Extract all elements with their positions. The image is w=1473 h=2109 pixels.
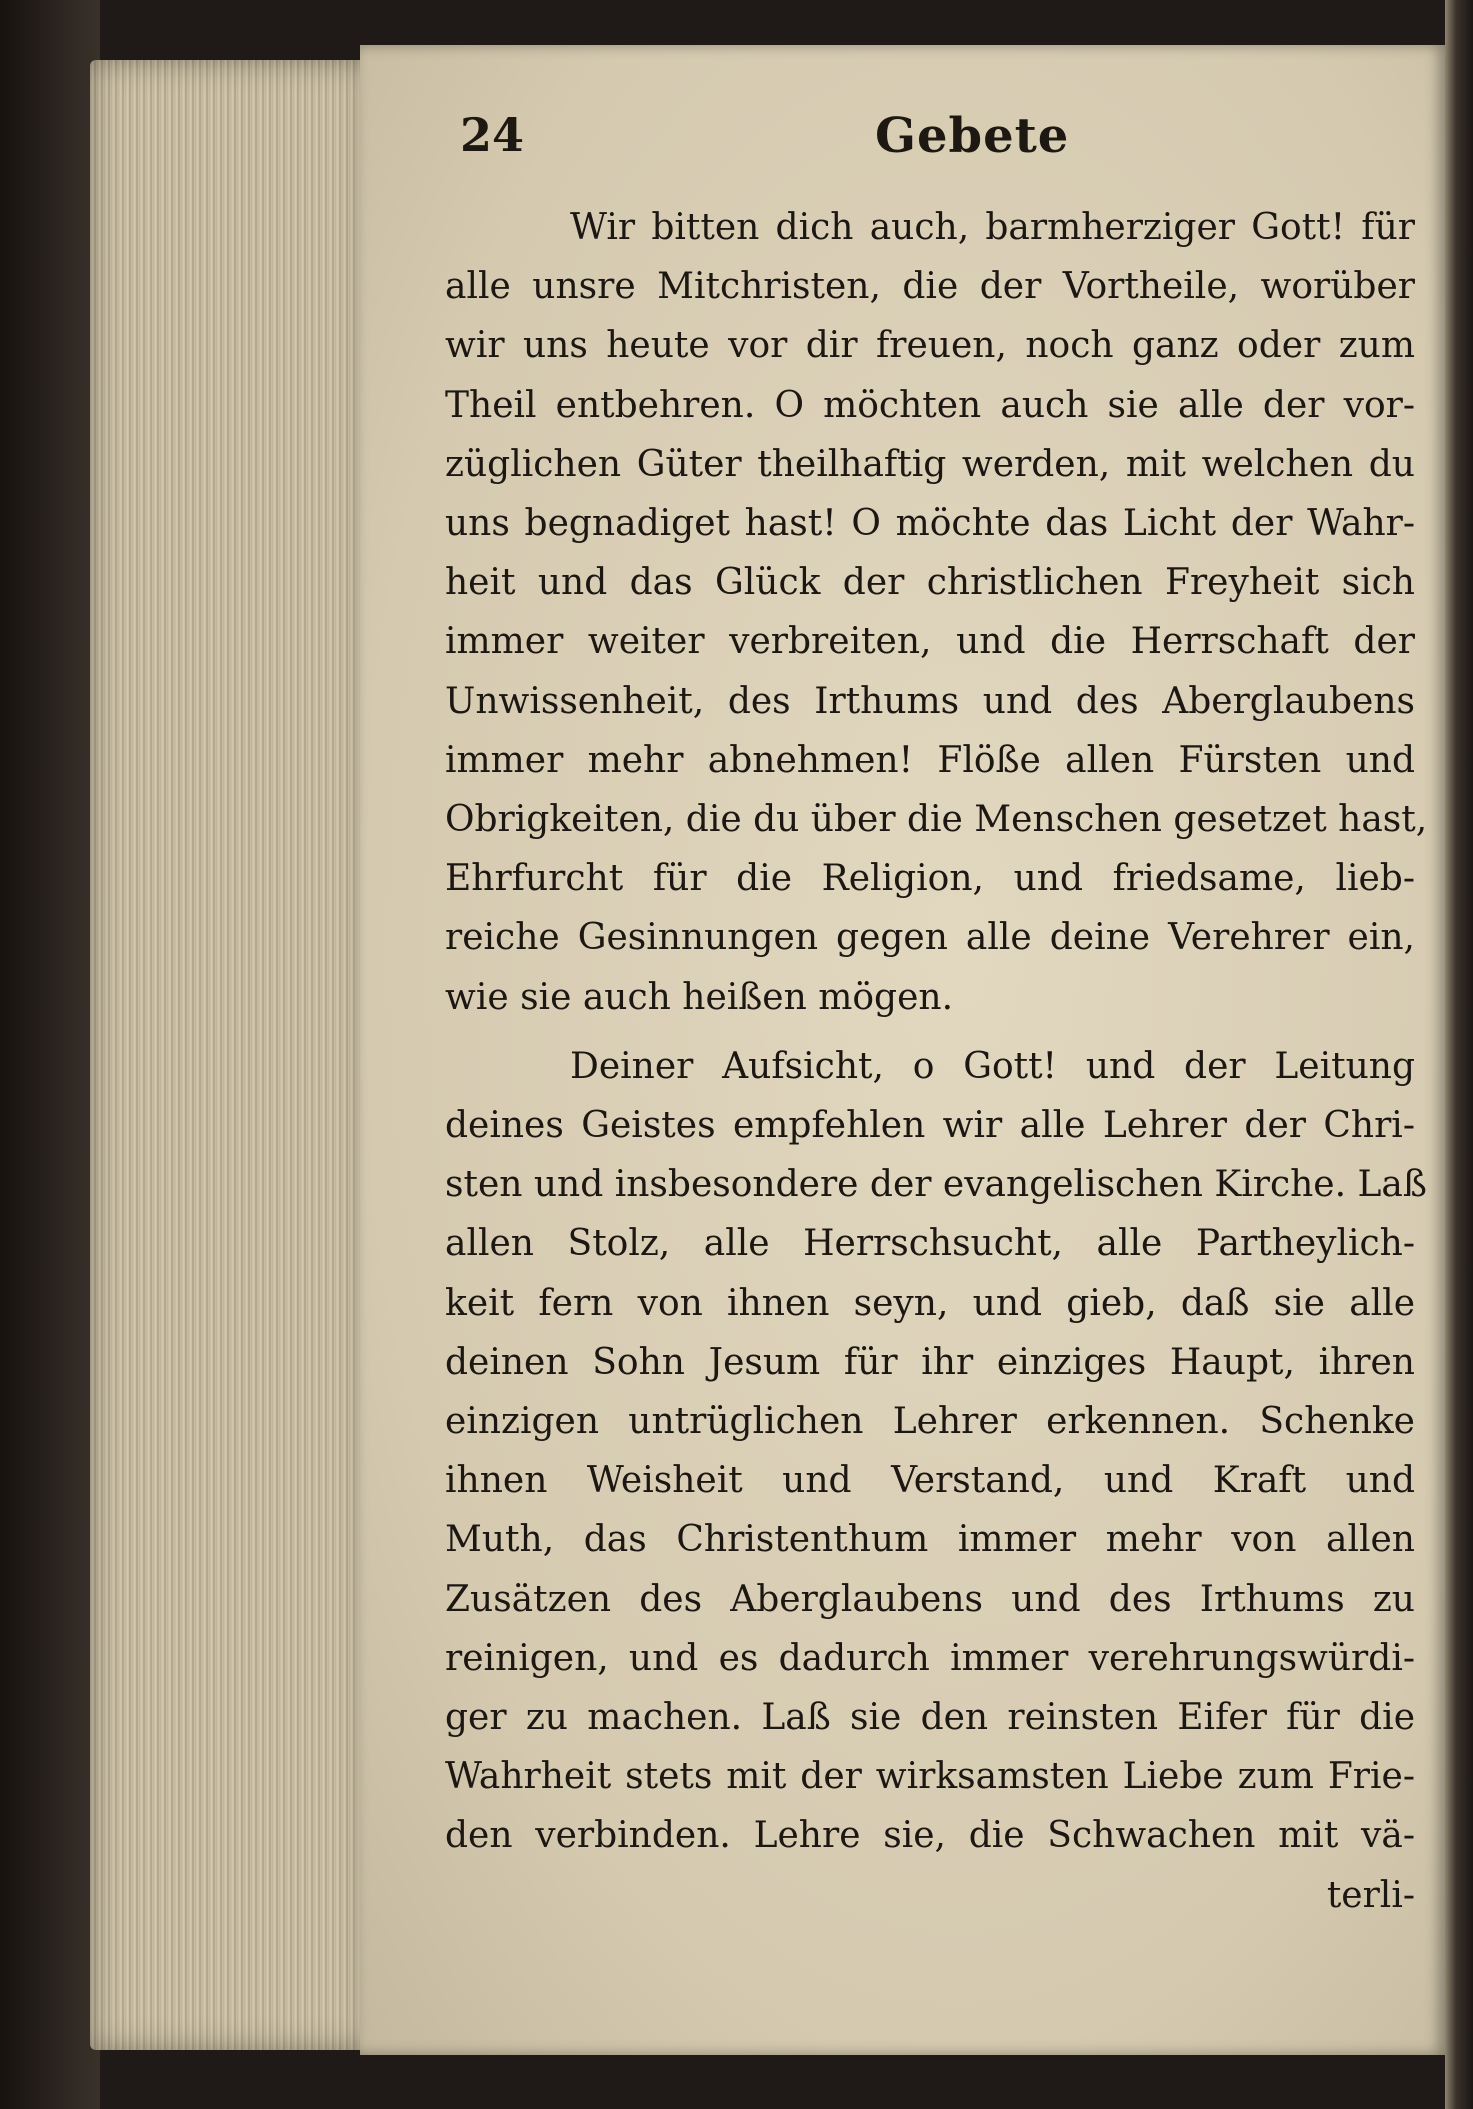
text-line: deinen Sohn Jesum für ihr einziges Haupt, ihren xyxy=(445,1341,1415,1383)
right-page-edge xyxy=(1445,0,1473,2109)
text-line: Ehrfurcht für die Religion, und friedsame, lieb- xyxy=(445,858,1415,900)
text-line: Wahrheit stets mit der wirksamsten Liebe zum Frie- xyxy=(445,1756,1415,1798)
text-line: ihnen Weisheit und Verstand, und Kraft und xyxy=(445,1460,1415,1502)
text-line: Muth, das Christenthum immer mehr von allen xyxy=(445,1519,1415,1561)
text-line: Unwissenheit, des Irthums und des Aberglaubens xyxy=(445,680,1415,722)
text-line: den verbinden. Lehre sie, die Schwachen mit vä- xyxy=(445,1815,1415,1857)
text-line: Deiner Aufsicht, o Gott! und der Leitung xyxy=(570,1045,1415,1087)
catchword: terli- xyxy=(1326,1874,1415,1916)
text-line: heit und das Glück der christlichen Freyheit sich xyxy=(445,562,1415,604)
text-line: wie sie auch heißen mögen. xyxy=(445,976,954,1018)
text-line: wir uns heute vor dir freuen, noch ganz oder zum xyxy=(445,325,1415,367)
text-line: uns begnadiget hast! O möchte das Licht der Wahr- xyxy=(445,503,1415,545)
paragraph xyxy=(445,1037,1427,1866)
text-line: sten und insbesondere der evangelischen Kirche. Laß xyxy=(445,1164,1427,1206)
text-block xyxy=(445,198,1428,1925)
text-line: züglichen Güter theilhaftig werden, mit welchen du xyxy=(445,443,1415,485)
text-line: keit fern von ihnen seyn, und gieb, daß sie alle xyxy=(445,1282,1415,1324)
text-line: deines Geistes empfehlen wir alle Lehrer der Chri- xyxy=(445,1105,1415,1147)
text-line: reiche Gesinnungen gegen alle deine Verehrer ein, xyxy=(445,917,1415,959)
text-line: Zusätzen des Aberglaubens und des Irthums zu xyxy=(445,1578,1415,1620)
book-cover-edge xyxy=(0,0,100,2109)
running-head xyxy=(460,108,1420,168)
text-line: alle unsre Mitchristen, die der Vortheile, worüber xyxy=(445,266,1415,308)
text-line: ger zu machen. Laß sie den reinsten Eifer für die xyxy=(445,1697,1415,1739)
text-line: immer mehr abnehmen! Flöße allen Fürsten und xyxy=(445,739,1415,781)
text-line: allen Stolz, alle Herrschsucht, alle Partheylich- xyxy=(445,1223,1415,1265)
text-line: Wir bitten dich auch, barmherziger Gott! für xyxy=(570,207,1415,248)
text-line: Obrigkeiten, die du über die Menschen gesetzet hast, xyxy=(445,799,1428,841)
text-line: einzigen untrüglichen Lehrer erkennen. Schenke xyxy=(445,1401,1415,1443)
page-edges xyxy=(90,60,370,2050)
paragraph xyxy=(445,198,1428,1027)
text-line: reinigen, und es dadurch immer verehrungswürdi- xyxy=(445,1637,1415,1679)
header-title: Gebete xyxy=(875,108,1070,164)
text-line: immer weiter verbreiten, und die Herrschaft der xyxy=(445,621,1415,663)
text-line: Theil entbehren. O möchten auch sie alle der vor- xyxy=(445,384,1415,426)
page-number: 24 xyxy=(460,108,525,162)
